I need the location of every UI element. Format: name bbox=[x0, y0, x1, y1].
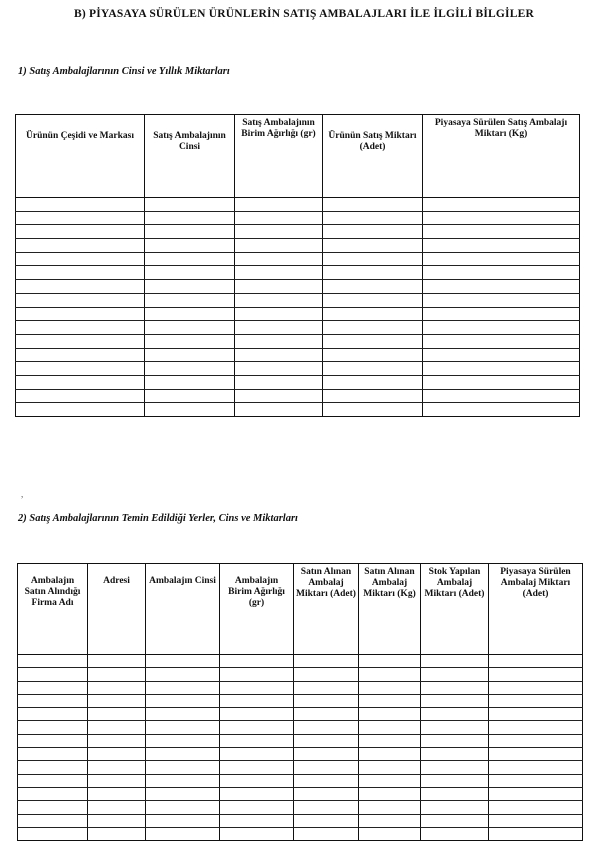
table-cell[interactable] bbox=[16, 252, 145, 266]
table-cell[interactable] bbox=[235, 280, 323, 294]
table-cell[interactable] bbox=[323, 348, 423, 362]
table-row bbox=[16, 225, 580, 239]
table-cell[interactable] bbox=[323, 307, 423, 321]
table-cell[interactable] bbox=[323, 225, 423, 239]
table-cell[interactable] bbox=[146, 734, 220, 747]
table-cell[interactable] bbox=[489, 734, 583, 747]
table-cell[interactable] bbox=[235, 375, 323, 389]
col-header-supplier-name: Ambalajın Satın Alındığı Firma Adı bbox=[18, 564, 88, 655]
table-row bbox=[16, 375, 580, 389]
table-cell[interactable] bbox=[421, 774, 489, 787]
table-row bbox=[16, 334, 580, 348]
table-cell[interactable] bbox=[235, 198, 323, 212]
table-cell[interactable] bbox=[421, 694, 489, 707]
table-cell[interactable] bbox=[421, 827, 489, 840]
table-cell[interactable] bbox=[359, 655, 421, 668]
section-1-title: 1) Satış Ambalajlarının Cinsi ve Yıllık Miktarları bbox=[18, 66, 230, 77]
packaging-supplier-table bbox=[17, 563, 583, 841]
table-body bbox=[18, 655, 583, 841]
table-cell[interactable] bbox=[423, 362, 580, 376]
table-cell[interactable] bbox=[423, 307, 580, 321]
table-cell[interactable] bbox=[294, 708, 359, 721]
table-cell[interactable] bbox=[423, 348, 580, 362]
table-cell[interactable] bbox=[220, 721, 294, 734]
table-cell[interactable] bbox=[294, 801, 359, 814]
table-cell[interactable] bbox=[489, 787, 583, 800]
table-cell[interactable] bbox=[220, 681, 294, 694]
table-cell[interactable] bbox=[359, 827, 421, 840]
table-cell[interactable] bbox=[359, 748, 421, 761]
table-cell[interactable] bbox=[359, 814, 421, 827]
table-cell[interactable] bbox=[88, 774, 146, 787]
table-cell[interactable] bbox=[88, 681, 146, 694]
table-cell[interactable] bbox=[146, 681, 220, 694]
table-cell[interactable] bbox=[323, 389, 423, 403]
table-cell[interactable] bbox=[145, 375, 235, 389]
table-row bbox=[18, 801, 583, 814]
table-cell[interactable] bbox=[145, 389, 235, 403]
table-cell[interactable] bbox=[423, 225, 580, 239]
table-row bbox=[16, 362, 580, 376]
table-cell[interactable] bbox=[18, 655, 88, 668]
table-cell[interactable] bbox=[220, 787, 294, 800]
table-cell[interactable] bbox=[146, 801, 220, 814]
table-cell[interactable] bbox=[88, 694, 146, 707]
table-cell[interactable] bbox=[489, 668, 583, 681]
table-cell[interactable] bbox=[294, 681, 359, 694]
table-cell[interactable] bbox=[235, 211, 323, 225]
table-cell[interactable] bbox=[235, 266, 323, 280]
table-cell[interactable] bbox=[489, 721, 583, 734]
table-cell[interactable] bbox=[88, 801, 146, 814]
table-cell[interactable] bbox=[423, 375, 580, 389]
table-row bbox=[18, 708, 583, 721]
table-cell[interactable] bbox=[423, 252, 580, 266]
table-cell[interactable] bbox=[16, 211, 145, 225]
table-cell[interactable] bbox=[235, 252, 323, 266]
table-cell[interactable] bbox=[16, 348, 145, 362]
table-row bbox=[18, 774, 583, 787]
table-cell[interactable] bbox=[18, 814, 88, 827]
table-cell[interactable] bbox=[220, 655, 294, 668]
section-2-title: 2) Satış Ambalajlarının Temin Edildiği Yerler, Cins ve Miktarları bbox=[18, 513, 298, 524]
table-cell[interactable] bbox=[145, 266, 235, 280]
table-cell[interactable] bbox=[146, 655, 220, 668]
table-cell[interactable] bbox=[359, 694, 421, 707]
table-cell[interactable] bbox=[359, 734, 421, 747]
table-cell[interactable] bbox=[323, 334, 423, 348]
table-row bbox=[16, 389, 580, 403]
table-cell[interactable] bbox=[421, 734, 489, 747]
table-cell[interactable] bbox=[16, 375, 145, 389]
table-cell[interactable] bbox=[423, 334, 580, 348]
table-cell[interactable] bbox=[421, 814, 489, 827]
table-row bbox=[18, 827, 583, 840]
table-cell[interactable] bbox=[220, 734, 294, 747]
table-cell[interactable] bbox=[16, 321, 145, 335]
table-cell[interactable] bbox=[489, 814, 583, 827]
table-row bbox=[16, 403, 580, 417]
table-row bbox=[16, 266, 580, 280]
table-cell[interactable] bbox=[220, 801, 294, 814]
table-cell[interactable] bbox=[220, 668, 294, 681]
table-cell[interactable] bbox=[220, 827, 294, 840]
table-row bbox=[16, 280, 580, 294]
table-cell[interactable] bbox=[423, 403, 580, 417]
table-cell[interactable] bbox=[145, 211, 235, 225]
col-header-stock-quantity: Stok Yapılan Ambalaj Miktarı (Adet) bbox=[421, 564, 489, 655]
table-cell[interactable] bbox=[16, 280, 145, 294]
table-cell[interactable] bbox=[421, 787, 489, 800]
table-cell[interactable] bbox=[145, 252, 235, 266]
table-cell[interactable] bbox=[489, 774, 583, 787]
table-cell[interactable] bbox=[489, 655, 583, 668]
table-cell[interactable] bbox=[421, 681, 489, 694]
col-header-packaging-amount-kg: Piyasaya Sürülen Satış Ambalajı Miktarı (Kg) bbox=[423, 115, 580, 198]
table-cell[interactable] bbox=[359, 681, 421, 694]
table-cell[interactable] bbox=[18, 668, 88, 681]
table-cell[interactable] bbox=[489, 761, 583, 774]
table-cell[interactable] bbox=[423, 293, 580, 307]
table-cell[interactable] bbox=[146, 814, 220, 827]
table-cell[interactable] bbox=[421, 655, 489, 668]
table-cell[interactable] bbox=[16, 307, 145, 321]
table-cell[interactable] bbox=[88, 814, 146, 827]
table-cell[interactable] bbox=[235, 334, 323, 348]
table-cell[interactable] bbox=[16, 266, 145, 280]
table-cell[interactable] bbox=[146, 721, 220, 734]
table-cell[interactable] bbox=[16, 239, 145, 253]
col-header-product-type: Ürünün Çeşidi ve Markası bbox=[16, 115, 145, 198]
table-cell[interactable] bbox=[323, 403, 423, 417]
table-cell[interactable] bbox=[294, 655, 359, 668]
table-cell[interactable] bbox=[18, 827, 88, 840]
table-cell[interactable] bbox=[235, 225, 323, 239]
table-cell[interactable] bbox=[323, 252, 423, 266]
table-cell[interactable] bbox=[323, 362, 423, 376]
table-cell[interactable] bbox=[18, 761, 88, 774]
table-cell[interactable] bbox=[18, 721, 88, 734]
table-cell[interactable] bbox=[359, 668, 421, 681]
sales-packaging-table bbox=[15, 114, 580, 417]
table-cell[interactable] bbox=[235, 362, 323, 376]
table-header-row bbox=[16, 115, 580, 198]
table-cell[interactable] bbox=[235, 389, 323, 403]
table-cell[interactable] bbox=[18, 694, 88, 707]
table-cell[interactable] bbox=[423, 266, 580, 280]
table-cell[interactable] bbox=[146, 761, 220, 774]
table-cell[interactable] bbox=[145, 198, 235, 212]
col-header-packaging-type: Satış Ambalajının Cinsi bbox=[145, 115, 235, 198]
table-cell[interactable] bbox=[88, 668, 146, 681]
table-cell[interactable] bbox=[145, 321, 235, 335]
table-cell[interactable] bbox=[323, 375, 423, 389]
table-cell[interactable] bbox=[220, 774, 294, 787]
table-cell[interactable] bbox=[489, 694, 583, 707]
col-header-address: Adresi bbox=[88, 564, 146, 655]
table-cell[interactable] bbox=[489, 681, 583, 694]
table-cell[interactable] bbox=[489, 827, 583, 840]
table-cell[interactable] bbox=[18, 681, 88, 694]
table-cell[interactable] bbox=[421, 721, 489, 734]
table-cell[interactable] bbox=[421, 801, 489, 814]
table-cell[interactable] bbox=[145, 334, 235, 348]
table-cell[interactable] bbox=[421, 708, 489, 721]
table-cell[interactable] bbox=[323, 198, 423, 212]
table-cell[interactable] bbox=[359, 761, 421, 774]
table-cell[interactable] bbox=[146, 774, 220, 787]
table-cell[interactable] bbox=[145, 239, 235, 253]
table-row bbox=[16, 252, 580, 266]
table-cell[interactable] bbox=[323, 321, 423, 335]
table-cell[interactable] bbox=[145, 225, 235, 239]
table-cell[interactable] bbox=[220, 708, 294, 721]
table-row bbox=[18, 655, 583, 668]
table-cell[interactable] bbox=[18, 774, 88, 787]
table-cell[interactable] bbox=[235, 307, 323, 321]
table-cell[interactable] bbox=[235, 321, 323, 335]
table-cell[interactable] bbox=[88, 721, 146, 734]
table-row bbox=[16, 321, 580, 335]
table-cell[interactable] bbox=[359, 721, 421, 734]
table-row bbox=[16, 211, 580, 225]
table-cell[interactable] bbox=[88, 655, 146, 668]
table-cell[interactable] bbox=[294, 734, 359, 747]
table-cell[interactable] bbox=[88, 748, 146, 761]
table-cell[interactable] bbox=[489, 801, 583, 814]
col-header-sales-quantity: Ürünün Satış Miktarı (Adet) bbox=[323, 115, 423, 198]
table-cell[interactable] bbox=[16, 334, 145, 348]
table-cell[interactable] bbox=[146, 827, 220, 840]
table-cell[interactable] bbox=[294, 814, 359, 827]
col-header-purchased-quantity: Satın Alınan Ambalaj Miktarı (Adet) bbox=[294, 564, 359, 655]
table-cell[interactable] bbox=[359, 787, 421, 800]
table-body bbox=[16, 198, 580, 417]
table-cell[interactable] bbox=[146, 694, 220, 707]
table-cell[interactable] bbox=[323, 293, 423, 307]
table-cell[interactable] bbox=[146, 748, 220, 761]
table-row bbox=[16, 293, 580, 307]
table-cell[interactable] bbox=[145, 293, 235, 307]
table-cell[interactable] bbox=[235, 348, 323, 362]
table-cell[interactable] bbox=[146, 787, 220, 800]
table-row bbox=[16, 348, 580, 362]
table-cell[interactable] bbox=[294, 787, 359, 800]
table-cell[interactable] bbox=[220, 748, 294, 761]
table-row bbox=[18, 814, 583, 827]
table-cell[interactable] bbox=[423, 198, 580, 212]
col-header-unit-weight: Satış Ambalajının Birim Ağırlığı (gr) bbox=[235, 115, 323, 198]
table-cell[interactable] bbox=[294, 668, 359, 681]
table-cell[interactable] bbox=[18, 708, 88, 721]
table-cell[interactable] bbox=[18, 787, 88, 800]
table-row bbox=[18, 787, 583, 800]
table-cell[interactable] bbox=[146, 708, 220, 721]
scan-mark: , bbox=[21, 489, 24, 499]
table-cell[interactable] bbox=[16, 198, 145, 212]
col-header-marketed-quantity: Piyasaya Sürülen Ambalaj Miktarı (Adet) bbox=[489, 564, 583, 655]
col-header-packaging-type: Ambalajın Cinsi bbox=[146, 564, 220, 655]
table-cell[interactable] bbox=[145, 307, 235, 321]
table-row bbox=[16, 239, 580, 253]
table-cell[interactable] bbox=[220, 694, 294, 707]
table-cell[interactable] bbox=[489, 708, 583, 721]
col-header-unit-weight: Ambalajın Birim Ağırlığı (gr) bbox=[220, 564, 294, 655]
table-cell[interactable] bbox=[294, 827, 359, 840]
table-cell[interactable] bbox=[421, 748, 489, 761]
table-row bbox=[18, 761, 583, 774]
table-cell[interactable] bbox=[145, 280, 235, 294]
table-row bbox=[16, 198, 580, 212]
table-cell[interactable] bbox=[323, 239, 423, 253]
table-cell[interactable] bbox=[16, 403, 145, 417]
table-cell[interactable] bbox=[235, 239, 323, 253]
page-title: B) PİYASAYA SÜRÜLEN ÜRÜNLERİN SATIŞ AMBALAJLARI İLE İLGİLİ BİLGİLER bbox=[74, 8, 534, 20]
table-cell[interactable] bbox=[18, 734, 88, 747]
table-cell[interactable] bbox=[18, 801, 88, 814]
table-cell[interactable] bbox=[421, 761, 489, 774]
table-cell[interactable] bbox=[359, 801, 421, 814]
table-cell[interactable] bbox=[294, 721, 359, 734]
table-row bbox=[18, 734, 583, 747]
table-cell[interactable] bbox=[323, 211, 423, 225]
table-row bbox=[18, 694, 583, 707]
table-cell[interactable] bbox=[423, 239, 580, 253]
col-header-purchased-kg: Satın Alınan Ambalaj Miktarı (Kg) bbox=[359, 564, 421, 655]
table-cell[interactable] bbox=[88, 708, 146, 721]
table-cell[interactable] bbox=[220, 761, 294, 774]
table-cell[interactable] bbox=[145, 348, 235, 362]
table-cell[interactable] bbox=[423, 389, 580, 403]
table-cell[interactable] bbox=[294, 761, 359, 774]
table-cell[interactable] bbox=[423, 321, 580, 335]
table-cell[interactable] bbox=[235, 293, 323, 307]
table-cell[interactable] bbox=[88, 761, 146, 774]
table-cell[interactable] bbox=[146, 668, 220, 681]
table-row bbox=[18, 721, 583, 734]
table-cell[interactable] bbox=[423, 211, 580, 225]
table-cell[interactable] bbox=[88, 827, 146, 840]
table-cell[interactable] bbox=[88, 787, 146, 800]
table-cell[interactable] bbox=[16, 225, 145, 239]
table-cell[interactable] bbox=[16, 389, 145, 403]
table-row bbox=[18, 748, 583, 761]
table-cell[interactable] bbox=[18, 748, 88, 761]
table-cell[interactable] bbox=[16, 362, 145, 376]
table-cell[interactable] bbox=[323, 266, 423, 280]
table-cell[interactable] bbox=[294, 748, 359, 761]
table-row bbox=[16, 307, 580, 321]
table-cell[interactable] bbox=[235, 403, 323, 417]
table-row bbox=[18, 681, 583, 694]
table-header-row bbox=[18, 564, 583, 655]
table-cell[interactable] bbox=[323, 280, 423, 294]
table-cell[interactable] bbox=[359, 708, 421, 721]
table-cell[interactable] bbox=[294, 774, 359, 787]
table-cell[interactable] bbox=[421, 668, 489, 681]
table-cell[interactable] bbox=[423, 280, 580, 294]
table-cell[interactable] bbox=[145, 403, 235, 417]
table-cell[interactable] bbox=[359, 774, 421, 787]
table-cell[interactable] bbox=[145, 362, 235, 376]
table-cell[interactable] bbox=[489, 748, 583, 761]
table-row bbox=[18, 668, 583, 681]
table-cell[interactable] bbox=[294, 694, 359, 707]
table-cell[interactable] bbox=[16, 293, 145, 307]
table-cell[interactable] bbox=[220, 814, 294, 827]
table-cell[interactable] bbox=[88, 734, 146, 747]
